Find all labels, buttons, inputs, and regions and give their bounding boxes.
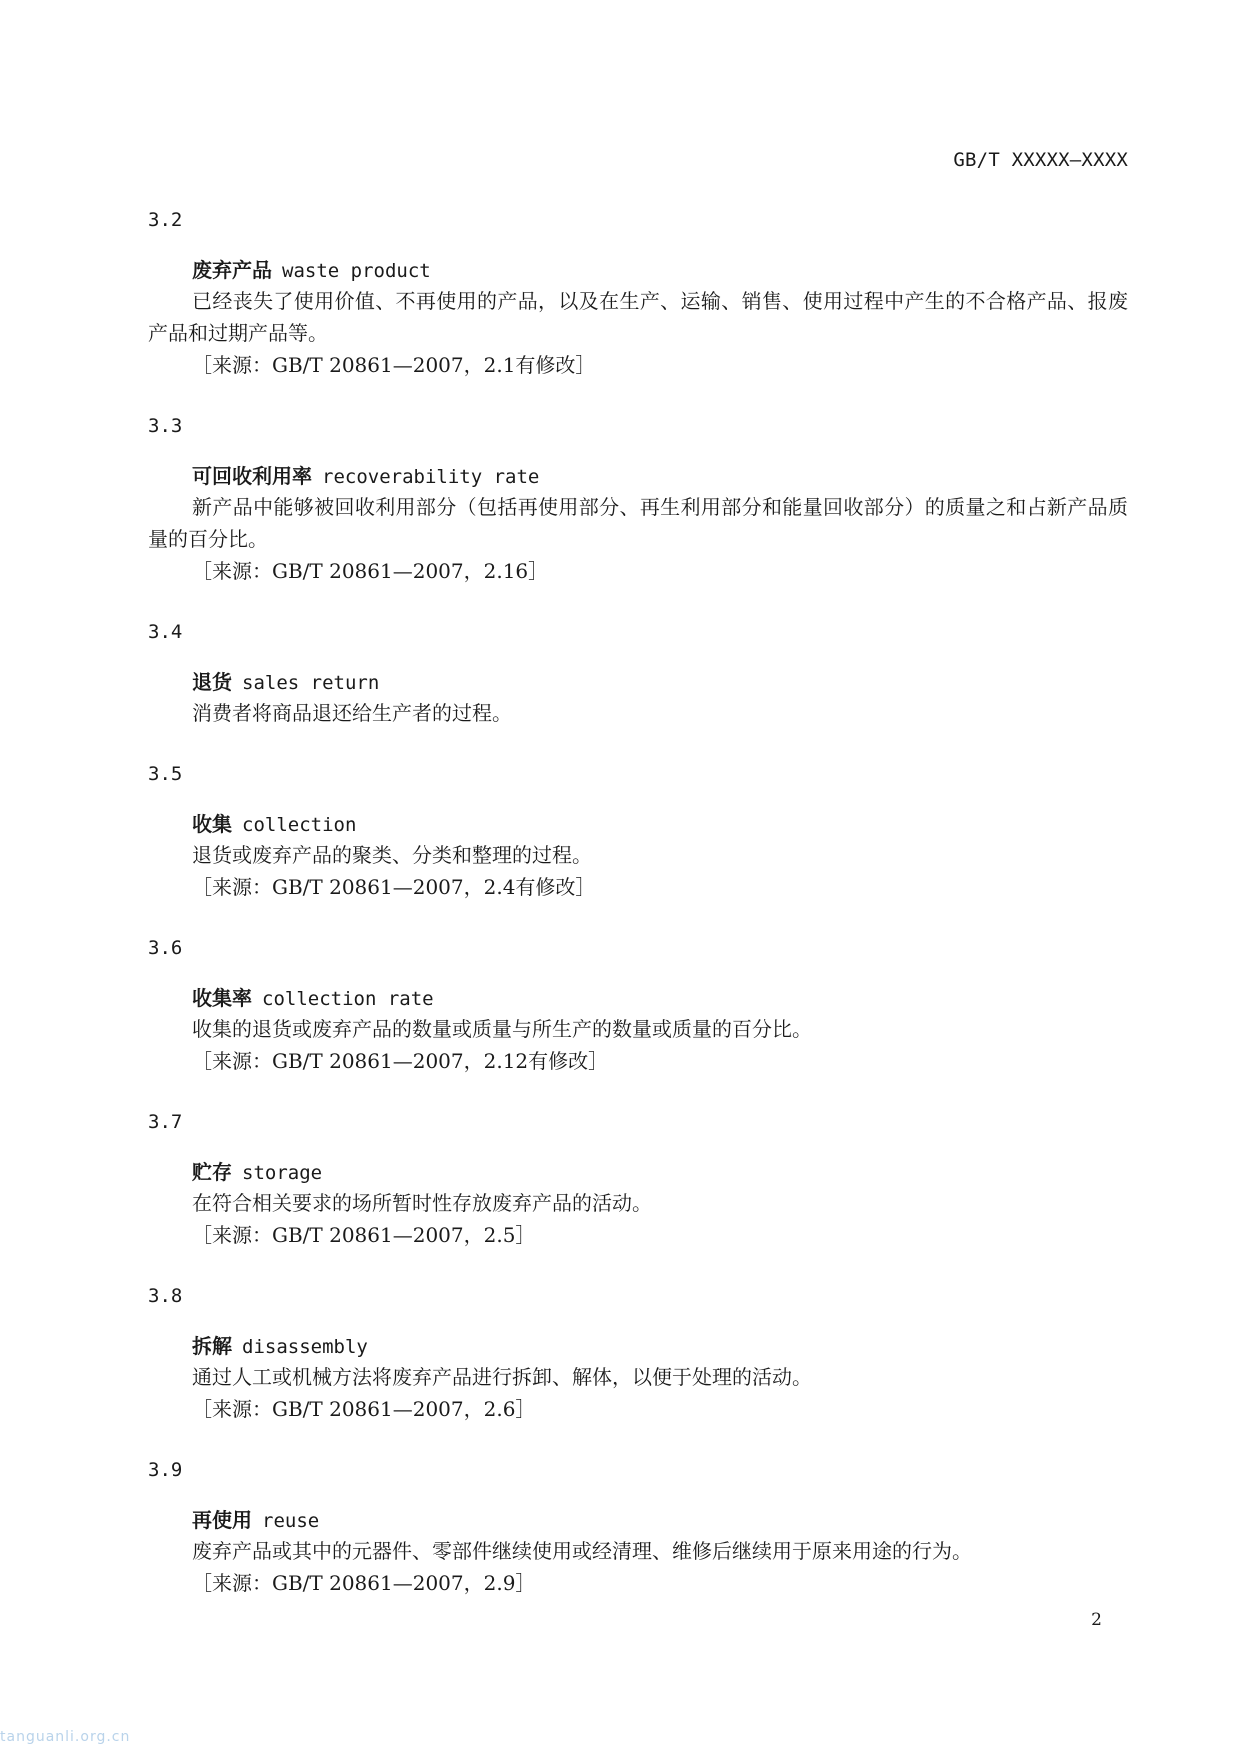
term-heading	[148, 1331, 1128, 1361]
term-cn: 收集	[192, 812, 232, 836]
term-heading	[148, 983, 1128, 1013]
clause-3-3	[148, 411, 1128, 587]
clause-number: 3.8	[148, 1285, 183, 1307]
term-definition: 退货或废弃产品的聚类、分类和整理的过程。	[192, 843, 592, 867]
clause-number: 3.5	[148, 763, 183, 785]
clause-number: 3.6	[148, 937, 183, 959]
term-en: collection rate	[262, 988, 434, 1010]
terms-section	[148, 205, 1128, 1599]
term-source: ［来源：GB/T 20861—2007，2.16］	[192, 559, 549, 583]
term-definition: 新产品中能够被回收利用部分（包括再使用部分、再生利用部分和能量回收部分）的质量之和占新产品质量的百分比。	[148, 495, 1128, 551]
term-source: ［来源：GB/T 20861—2007，2.5］	[192, 1223, 536, 1247]
clause-3-2	[148, 205, 1128, 381]
term-heading	[148, 1157, 1128, 1187]
page-number: 2	[1091, 1610, 1102, 1630]
clause-3-5	[148, 759, 1128, 903]
term-heading	[148, 1505, 1128, 1535]
document-code-header: GB/T XXXXX—XXXX	[953, 149, 1128, 171]
term-heading	[148, 667, 1128, 697]
term-definition: 已经丧失了使用价值、不再使用的产品，以及在生产、运输、销售、使用过程中产生的不合格产品、报废产品和过期产品等。	[148, 289, 1128, 345]
term-definition: 在符合相关要求的场所暂时性存放废弃产品的活动。	[192, 1191, 652, 1215]
term-heading	[148, 461, 1128, 491]
clause-number: 3.4	[148, 621, 183, 643]
term-en: waste product	[282, 260, 431, 282]
clause-number: 3.2	[148, 209, 183, 231]
term-definition: 收集的退货或废弃产品的数量或质量与所生产的数量或质量的百分比。	[192, 1017, 812, 1041]
clause-3-4	[148, 617, 1128, 729]
term-cn: 贮存	[192, 1160, 232, 1184]
term-cn: 再使用	[192, 1508, 252, 1532]
clause-number: 3.3	[148, 415, 183, 437]
term-definition: 废弃产品或其中的元器件、零部件继续使用或经清理、维修后继续用于原来用途的行为。	[192, 1539, 972, 1563]
term-cn: 拆解	[192, 1334, 232, 1358]
clause-3-7	[148, 1107, 1128, 1251]
term-en: reuse	[262, 1510, 320, 1532]
term-en: storage	[242, 1162, 323, 1184]
clause-number: 3.9	[148, 1459, 183, 1481]
term-cn: 收集率	[192, 986, 252, 1010]
term-cn: 退货	[192, 670, 232, 694]
site-watermark: tanguanli.org.cn	[0, 1729, 131, 1745]
term-cn: 可回收利用率	[192, 464, 312, 488]
term-definition: 通过人工或机械方法将废弃产品进行拆卸、解体，以便于处理的活动。	[192, 1365, 812, 1389]
term-source: ［来源：GB/T 20861—2007，2.9］	[192, 1571, 536, 1595]
term-cn: 废弃产品	[192, 258, 272, 282]
term-en: sales return	[242, 672, 380, 694]
clause-3-9	[148, 1455, 1128, 1599]
clause-number: 3.7	[148, 1111, 183, 1133]
term-en: disassembly	[242, 1336, 368, 1358]
term-definition: 消费者将商品退还给生产者的过程。	[192, 701, 512, 725]
term-source: ［来源：GB/T 20861—2007，2.6］	[192, 1397, 536, 1421]
term-source: ［来源：GB/T 20861—2007，2.1有修改］	[192, 353, 596, 377]
term-heading	[148, 255, 1128, 285]
clause-3-8	[148, 1281, 1128, 1425]
term-en: recoverability rate	[322, 466, 540, 488]
term-source: ［来源：GB/T 20861—2007，2.4有修改］	[192, 875, 596, 899]
term-en: collection	[242, 814, 357, 836]
clause-3-6	[148, 933, 1128, 1077]
term-heading	[148, 809, 1128, 839]
term-source: ［来源：GB/T 20861—2007，2.12有修改］	[192, 1049, 609, 1073]
